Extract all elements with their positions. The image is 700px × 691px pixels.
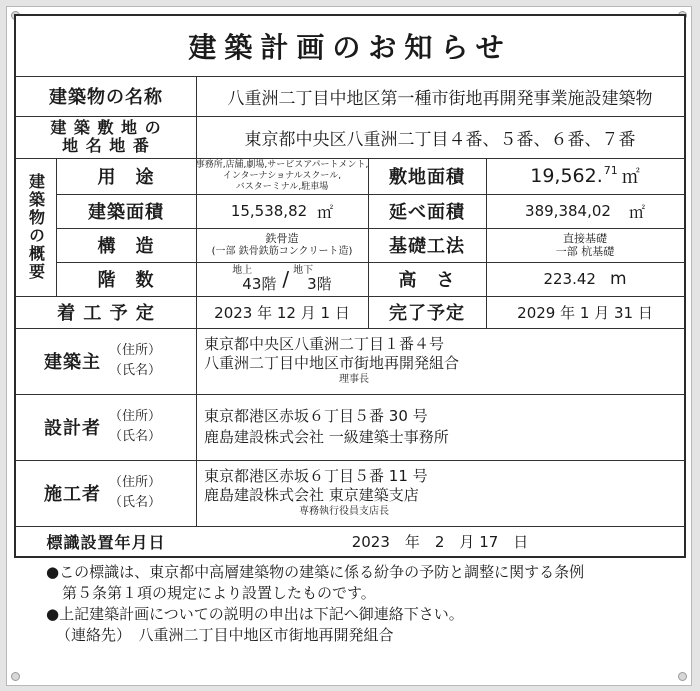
floors-slash: /	[282, 267, 290, 291]
owner-address: 東京都中央区八重洲二丁目１番４号	[204, 335, 445, 353]
building-area-label: 建築面積	[88, 202, 164, 223]
start-label: 着 工 予 定	[57, 303, 155, 324]
owner-name: 八重洲二丁目中地区市街地再開発組合	[204, 354, 460, 372]
notice-table	[14, 14, 686, 558]
complete-value: 2029 年 1 月 31 日	[517, 303, 653, 322]
use-value-line1: 事務所,店舗,劇場,サービスアパートメント,	[195, 159, 369, 170]
floor-area-unit: ㎡	[628, 202, 645, 222]
building-area-unit: ㎡	[317, 202, 334, 222]
owner-name-label: （氏名）	[109, 363, 162, 378]
owner-label: 建築主	[44, 352, 101, 373]
building-name-label: 建築物の名称	[49, 87, 163, 108]
builder-address-label: （住所）	[109, 475, 162, 490]
site-label-line2: 地 名 地 番	[62, 136, 150, 155]
builder-label: 施工者	[44, 484, 101, 505]
floors-label: 階 数	[97, 270, 155, 291]
foundation-value-line2: 一部 杭基礎	[555, 245, 615, 258]
floors-above-value: 43階	[242, 275, 277, 293]
foundation-value-line1: 直接基礎	[563, 232, 607, 245]
site-area-unit: ㎡	[621, 167, 640, 188]
note-line-2: 第５条第１項の規定により設置したものです。	[62, 584, 376, 602]
start-value: 2023 年 12 月 1 日	[214, 303, 350, 322]
notes-section	[46, 562, 676, 646]
outline-label: 建築物の概要	[26, 173, 46, 281]
use-label: 用 途	[97, 167, 155, 188]
site-label-line1: 建 築 敷 地 の	[50, 118, 162, 137]
note-line-1: ●この標識は、東京都中高層建築物の建築に係る紛争の予防と調整に関する条例	[46, 563, 585, 581]
building-area-value: 15,538,82	[230, 202, 308, 220]
foundation-label: 基礎工法	[389, 236, 465, 257]
floors-below-label: 地下	[293, 265, 314, 276]
complete-label: 完了予定	[389, 303, 465, 324]
builder-title: 専務執行役員支店長	[299, 506, 389, 517]
site-area-label: 敷地面積	[389, 167, 465, 188]
use-value-line3: バスターミナル,駐車場	[235, 181, 329, 192]
structure-label: 構 造	[97, 236, 155, 257]
use-value-line2: インターナショナルスクール,	[222, 170, 342, 181]
installed-value: 2023 年 2 月 17 日	[351, 532, 529, 551]
note-line-4: （連絡先） 八重洲二丁目中地区市街地再開発組合	[56, 626, 394, 644]
designer-address: 東京都港区赤坂６丁目５番 30 号	[204, 407, 428, 425]
site-area-value: 19,562.	[530, 165, 603, 187]
note-line-3: ●上記建築計画についての説明の申出は下記へ御連絡下さい。	[46, 605, 464, 623]
owner-title: 理事長	[339, 374, 369, 385]
height-value: 223.42	[543, 270, 596, 288]
screw-icon	[678, 672, 687, 681]
builder-name: 鹿島建設株式会社 東京建築支店	[204, 486, 419, 504]
installed-label: 標識設置年月日	[46, 532, 166, 552]
site-area-decimals: 71	[603, 163, 618, 177]
height-unit: m	[609, 269, 627, 289]
floors-above-label: 地上	[232, 265, 253, 276]
designer-address-label: （住所）	[109, 409, 162, 424]
floor-area-label: 延べ面積	[389, 202, 465, 223]
structure-value-line1: 鉄骨造	[265, 232, 299, 245]
builder-address: 東京都港区赤坂６丁目５番 11 号	[204, 467, 428, 485]
designer-name-label: （氏名）	[109, 429, 162, 444]
height-label: 高 さ	[398, 270, 456, 291]
page-title: 建築計画のお知らせ	[188, 31, 512, 64]
designer-name: 鹿島建設株式会社 一級建築士事務所	[204, 428, 449, 446]
floors-below-value: 3階	[307, 275, 332, 293]
structure-value-line2: (一部 鉄骨鉄筋コンクリート造)	[211, 246, 353, 257]
floor-area-value: 389,384,02	[525, 202, 611, 220]
owner-address-label: （住所）	[109, 343, 162, 358]
building-name-value: 八重洲二丁目中地区第一種市街地再開発事業施設建築物	[227, 88, 653, 109]
screw-icon	[11, 672, 20, 681]
site-value: 東京都中央区八重洲二丁目４番、５番、６番、７番	[244, 129, 636, 150]
designer-label: 設計者	[44, 418, 101, 439]
builder-name-label: （氏名）	[109, 495, 162, 510]
